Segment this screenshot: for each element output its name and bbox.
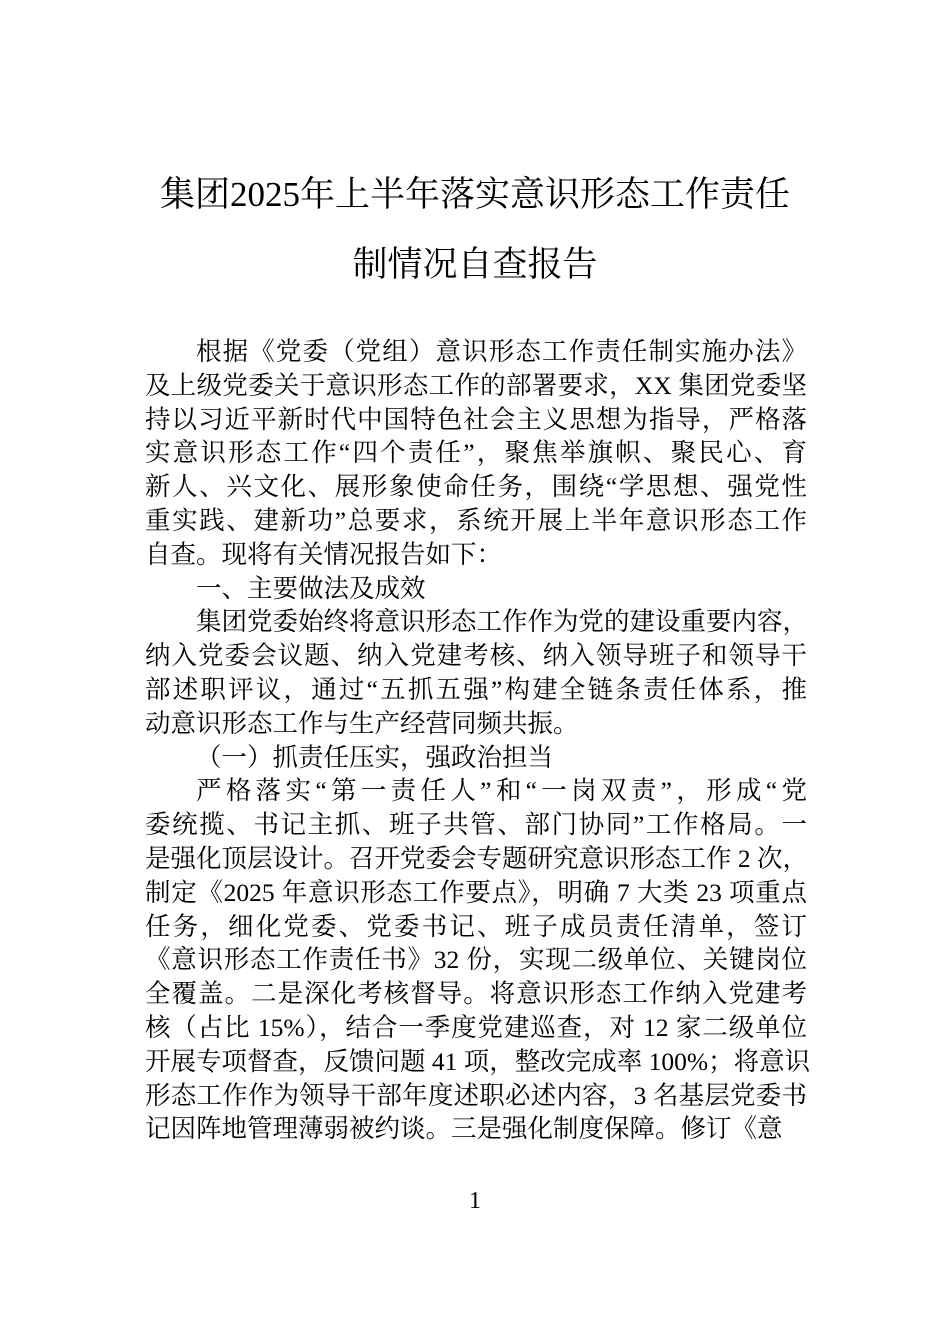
text-line: （一）抓责任压实，强政治担当	[196, 742, 554, 772]
document-title-line-1: 集团2025年上半年落实意识形态工作责任	[159, 175, 790, 214]
text-line: 委统揽、书记主抓、班子共管、部门协同”工作格局。一	[145, 810, 807, 840]
text-line: 一、主要做法及成效	[196, 573, 426, 603]
page-number: 1	[469, 1188, 481, 1214]
text-line: 严格落实“第一责任人”和“一岗双责”，形成“党	[196, 776, 807, 806]
text-line: 重实践、建新功”总要求，系统开展上半年意识形态工作	[145, 505, 807, 535]
text-line: 动意识形态工作与生产经营同频共振。	[145, 708, 579, 738]
text-line: 新人、兴文化、展形象使命任务，围绕“学思想、强党性	[145, 472, 807, 502]
text-line: 制定《2025 年意识形态工作要点》，明确 7 大类 23 项重点	[145, 877, 807, 907]
text-line: 全覆盖。二是深化考核督导。将意识形态工作纳入党建考	[145, 979, 807, 1009]
text-line: 记因阵地管理薄弱被约谈。三是强化制度保障。修订《意	[145, 1114, 783, 1144]
text-line: 是强化顶层设计。召开党委会专题研究意识形态工作 2 次，	[145, 843, 809, 873]
paragraph	[145, 741, 807, 775]
text-line: 部述职评议，通过“五抓五强”构建全链条责任体系，推	[145, 674, 807, 704]
text-line: 任务，细化党委、党委书记、班子成员责任清单，签订	[145, 911, 807, 941]
text-line: 根据《党委（党组）意识形态工作责任制实施办法》	[196, 337, 807, 366]
text-line: 集团党委始终将意识形态工作作为党的建设重要内容，	[196, 607, 809, 637]
paragraph	[145, 605, 807, 740]
text-line: 开展专项督查，反馈问题 41 项，整改完成率 100%；将意识	[145, 1046, 811, 1076]
document-body	[145, 335, 811, 1146]
paragraph	[145, 572, 807, 606]
text-line: 及上级党委关于意识形态工作的部署要求，XX 集团党委坚	[145, 370, 807, 400]
text-line: 纳入党委会议题、纳入党建考核、纳入领导班子和领导干	[145, 641, 807, 671]
text-line: 《意识形态工作责任书》32 份，实现二级单位、关键岗位	[145, 945, 807, 975]
document-title-line-2: 制情况自查报告	[352, 245, 598, 284]
text-line: 自查。现将有关情况报告如下：	[145, 539, 503, 569]
text-line: 持以习近平新时代中国特色社会主义思想为指导，严格落	[145, 404, 807, 434]
text-line: 形态工作作为领导干部年度述职必述内容，3 名基层党委书	[145, 1080, 807, 1110]
text-line: 实意识形态工作“四个责任”，聚焦举旗帜、聚民心、育	[145, 438, 807, 468]
paragraph	[145, 774, 811, 1146]
text-line: 核（占比 15%），结合一季度党建巡查，对 12 家二级单位	[145, 1012, 807, 1042]
paragraph	[145, 335, 807, 572]
